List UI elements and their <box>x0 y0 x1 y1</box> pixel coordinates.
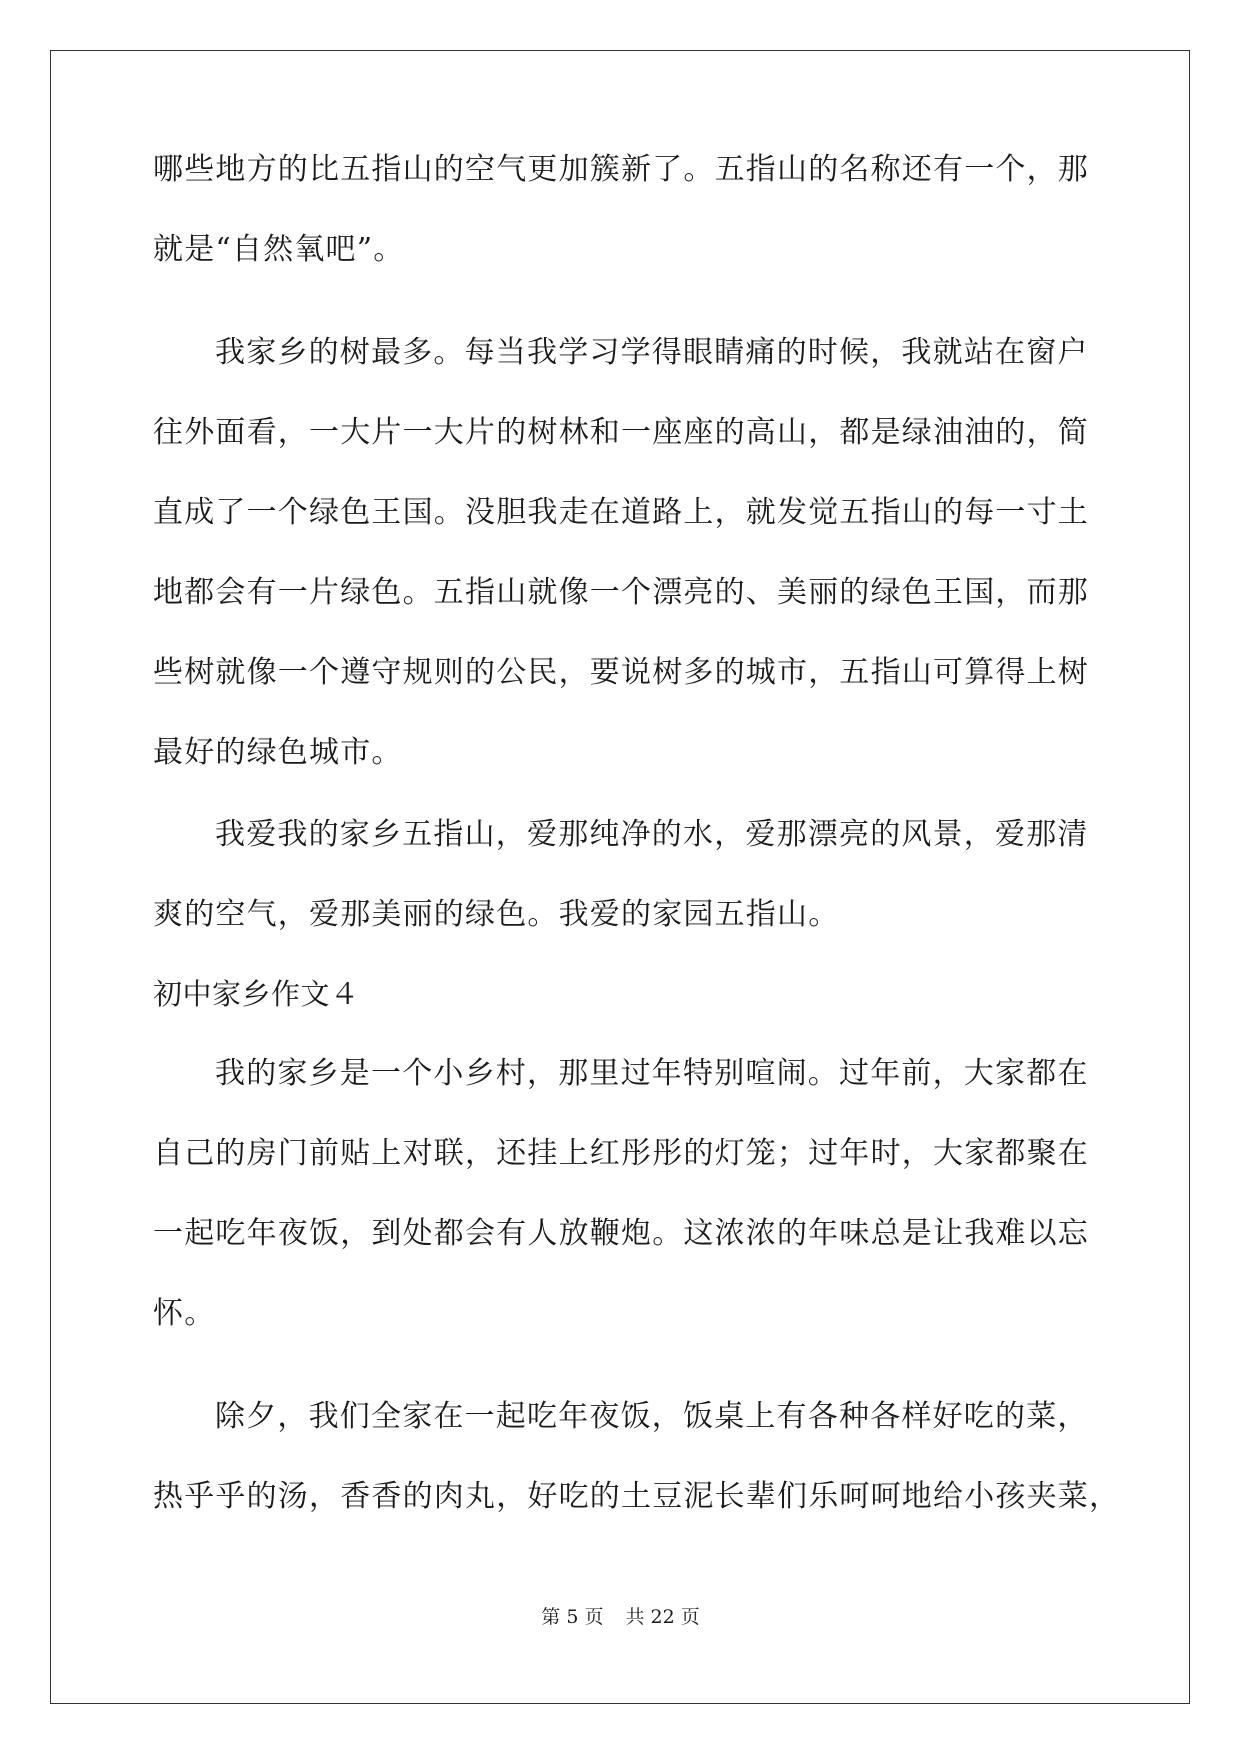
page-footer <box>0 1605 1241 1629</box>
paragraph-first-line: 我爱我的家乡五指山，爱那纯净的水，爱那漂亮的风景，爱那清 <box>215 817 1089 852</box>
text-line: 往外面看，一大片一大片的树林和一座座的高山，都是绿油油的，简 <box>153 415 1089 450</box>
text-line: 爽的空气，爱那美丽的绿色。我爱的家园五指山。 <box>153 897 840 932</box>
page-number: 第 5 页 <box>541 1606 604 1628</box>
section-heading: 初中家乡作文４ <box>153 977 360 1011</box>
text-line: 自己的房门前贴上对联，还挂上红彤彤的灯笼；过年时，大家都聚在 <box>153 1136 1089 1171</box>
paragraph-first-line: 我的家乡是一个小乡村，那里过年特别喧闹。过年前，大家都在 <box>215 1056 1089 1091</box>
text-line: 直成了一个绿色王国。没胆我走在道路上，就发觉五指山的每一寸土 <box>153 495 1089 530</box>
paragraph-first-line: 我家乡的树最多。每当我学习学得眼睛痛的时候，我就站在窗户 <box>215 335 1089 370</box>
page-border <box>50 50 1190 1704</box>
text-line: 最好的绿色城市。 <box>153 735 403 770</box>
text-line: 热乎乎的汤，香香的肉丸，好吃的土豆泥长辈们乐呵呵地给小孩夹菜， <box>153 1479 1121 1514</box>
text-line: 怀。 <box>153 1296 216 1331</box>
page-total: 共 22 页 <box>625 1606 700 1628</box>
text-line: 地都会有一片绿色。五指山就像一个漂亮的、美丽的绿色王国，而那 <box>153 575 1089 610</box>
text-line: 哪些地方的比五指山的空气更加簇新了。五指山的名称还有一个，那 <box>153 152 1089 187</box>
paragraph-first-line: 除夕，我们全家在一起吃年夜饭，饭桌上有各种各样好吃的菜， <box>215 1399 1089 1434</box>
text-line: 一起吃年夜饭，到处都会有人放鞭炮。这浓浓的年味总是让我难以忘 <box>153 1216 1089 1251</box>
text-line: 些树就像一个遵守规则的公民，要说树多的城市，五指山可算得上树 <box>153 655 1089 690</box>
text-line: 就是“自然氧吧”。 <box>153 232 405 267</box>
